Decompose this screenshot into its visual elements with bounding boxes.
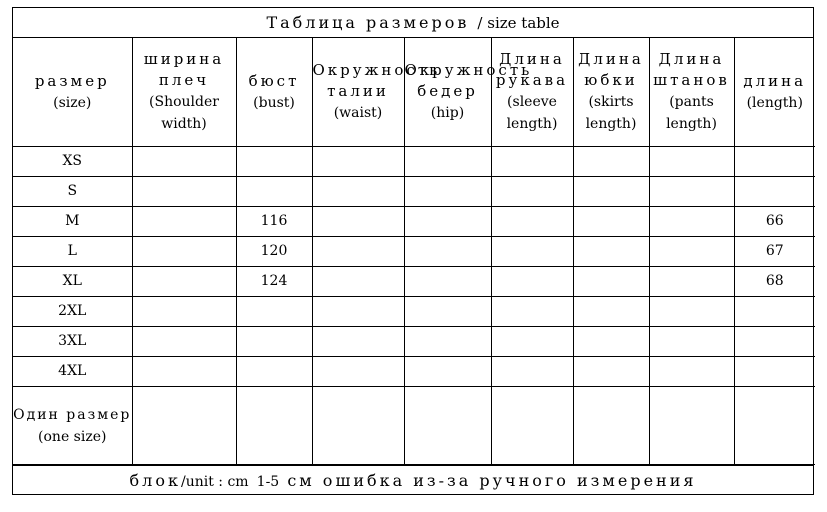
col-header-pants: Длина штанов (pants length)	[649, 38, 734, 147]
sleeve-cell	[491, 267, 573, 297]
waist-cell	[312, 237, 404, 267]
sleeve-cell	[491, 207, 573, 237]
waist-cell	[312, 327, 404, 357]
length-cell	[734, 327, 815, 357]
size-cell: XL	[13, 267, 132, 297]
col-header-sleeve: Длина рукава (sleeve length)	[491, 38, 573, 147]
footer-unit-ru: блок	[129, 471, 181, 490]
col-header-size: размер (size)	[13, 38, 132, 147]
length-cell	[734, 297, 815, 327]
skirt-cell	[573, 267, 649, 297]
bust-cell: 124	[236, 267, 312, 297]
footer-unit-en: /unit : cm	[180, 474, 249, 490]
footer-range: 1-5	[256, 474, 280, 490]
cell	[132, 387, 236, 465]
size-table	[13, 38, 815, 465]
shoulder-cell	[132, 327, 236, 357]
skirt-cell	[573, 177, 649, 207]
length-cell: 67	[734, 237, 815, 267]
sleeve-cell	[491, 327, 573, 357]
col-header-hip: Окружность бедер (hip)	[404, 38, 491, 147]
hip-cell	[404, 297, 491, 327]
length-cell	[734, 147, 815, 177]
table-row-one-size	[13, 387, 815, 465]
skirt-cell	[573, 207, 649, 237]
size-cell: S	[13, 177, 132, 207]
skirt-cell	[573, 297, 649, 327]
sleeve-cell	[491, 237, 573, 267]
size-cell: 3XL	[13, 327, 132, 357]
table-row	[13, 177, 815, 207]
waist-cell	[312, 267, 404, 297]
size-cell: L	[13, 237, 132, 267]
cell	[236, 387, 312, 465]
shoulder-cell	[132, 297, 236, 327]
waist-cell	[312, 177, 404, 207]
sleeve-cell	[491, 147, 573, 177]
table-row	[13, 207, 815, 237]
table-row	[13, 237, 815, 267]
table-footer	[13, 465, 813, 494]
waist-cell	[312, 207, 404, 237]
skirt-cell	[573, 357, 649, 387]
shoulder-cell	[132, 267, 236, 297]
cell	[404, 387, 491, 465]
sleeve-cell	[491, 177, 573, 207]
cell	[491, 387, 573, 465]
pants-cell	[649, 297, 734, 327]
size-cell: 2XL	[13, 297, 132, 327]
hip-cell	[404, 267, 491, 297]
hip-cell	[404, 147, 491, 177]
cell	[734, 387, 815, 465]
waist-cell	[312, 297, 404, 327]
hip-cell	[404, 207, 491, 237]
footer-note: см ошибка из-за ручного измерения	[287, 471, 697, 490]
pants-cell	[649, 207, 734, 237]
bust-cell: 116	[236, 207, 312, 237]
shoulder-cell	[132, 357, 236, 387]
hip-cell	[404, 357, 491, 387]
col-header-length: длина (length)	[734, 38, 815, 147]
size-cell: Один размер (one size)	[13, 387, 132, 465]
length-cell	[734, 177, 815, 207]
col-header-bust: бюст (bust)	[236, 38, 312, 147]
shoulder-cell	[132, 237, 236, 267]
table-row	[13, 297, 815, 327]
col-header-waist: Окружность талии (waist)	[312, 38, 404, 147]
hip-cell	[404, 237, 491, 267]
skirt-cell	[573, 327, 649, 357]
shoulder-cell	[132, 147, 236, 177]
pants-cell	[649, 357, 734, 387]
shoulder-cell	[132, 207, 236, 237]
table-row	[13, 327, 815, 357]
col-header-skirt: Длина юбки (skirts length)	[573, 38, 649, 147]
table-row	[13, 357, 815, 387]
hip-cell	[404, 327, 491, 357]
bust-cell	[236, 297, 312, 327]
pants-cell	[649, 327, 734, 357]
hip-cell	[404, 177, 491, 207]
waist-cell	[312, 357, 404, 387]
length-cell: 66	[734, 207, 815, 237]
cell	[649, 387, 734, 465]
bust-cell	[236, 147, 312, 177]
sleeve-cell	[491, 357, 573, 387]
bust-cell: 120	[236, 237, 312, 267]
sleeve-cell	[491, 297, 573, 327]
size-table-sheet	[12, 7, 814, 495]
waist-cell	[312, 147, 404, 177]
size-cell: XS	[13, 147, 132, 177]
pants-cell	[649, 177, 734, 207]
cell	[312, 387, 404, 465]
skirt-cell	[573, 147, 649, 177]
pants-cell	[649, 237, 734, 267]
shoulder-cell	[132, 177, 236, 207]
pants-cell	[649, 267, 734, 297]
pants-cell	[649, 147, 734, 177]
table-title	[13, 8, 813, 38]
cell	[573, 387, 649, 465]
table-row	[13, 147, 815, 177]
bust-cell	[236, 357, 312, 387]
length-cell: 68	[734, 267, 815, 297]
bust-cell	[236, 327, 312, 357]
bust-cell	[236, 177, 312, 207]
header-row	[13, 38, 815, 147]
skirt-cell	[573, 237, 649, 267]
length-cell	[734, 357, 815, 387]
col-header-shoulder: ширина плеч (Shoulder width)	[132, 38, 236, 147]
size-cell: 4XL	[13, 357, 132, 387]
size-cell: M	[13, 207, 132, 237]
title-en: / size table	[477, 14, 560, 32]
title-ru: Таблица размеров	[266, 13, 470, 32]
table-row	[13, 267, 815, 297]
